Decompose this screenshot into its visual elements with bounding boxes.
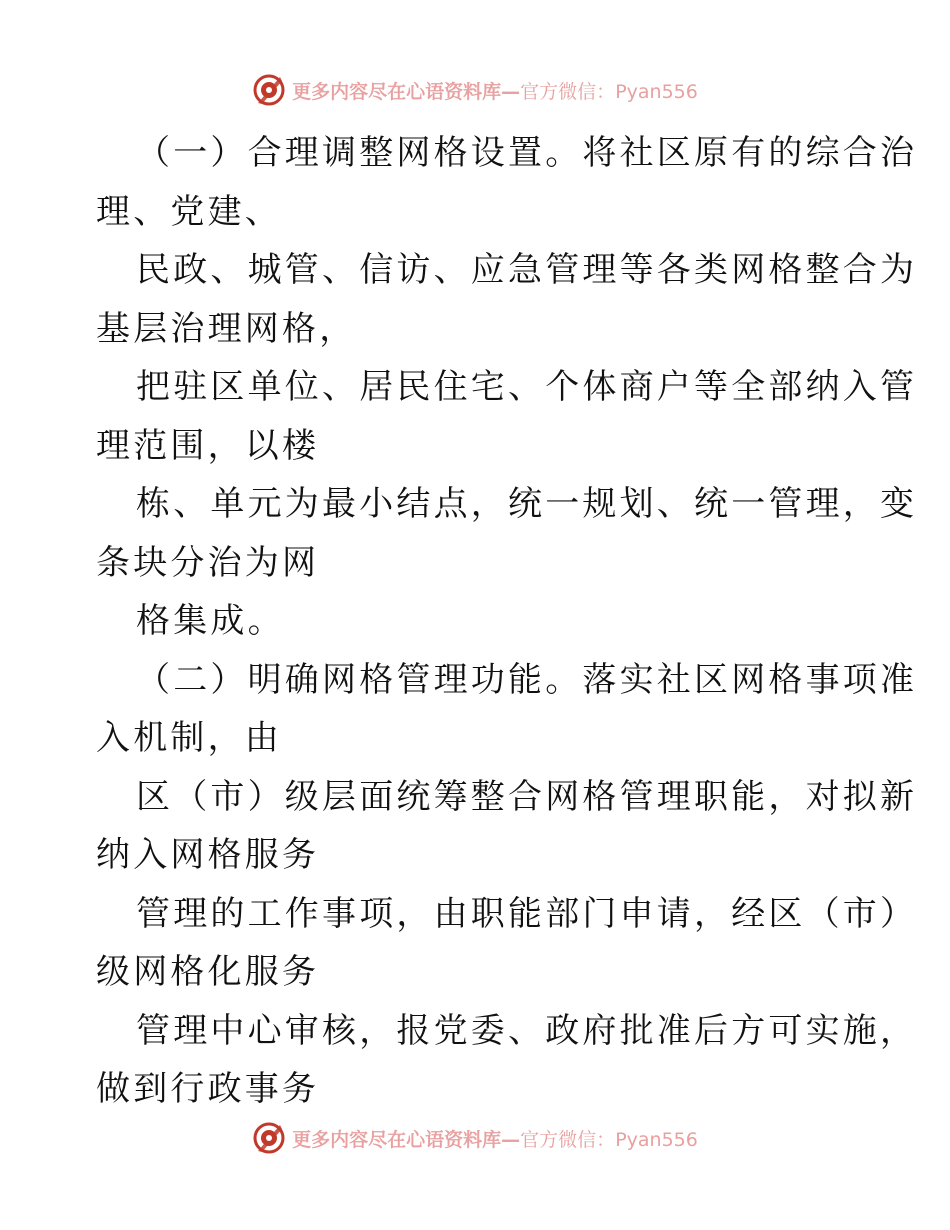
header-watermark-text	[292, 77, 698, 104]
quill-seal-logo-icon	[252, 1121, 286, 1155]
watermark-dash: —	[501, 80, 521, 103]
text-line: 理、党建、	[96, 191, 282, 232]
text-line: （二）明确网格管理功能。落实社区网格事项准	[136, 659, 918, 700]
document-body	[96, 124, 918, 1119]
footer-watermark-banner	[0, 1118, 950, 1158]
text-line: 管理中心审核，报党委、政府批准后方可实施，	[136, 1010, 918, 1051]
text-line: 条块分治为网	[96, 542, 320, 583]
watermark-dash: —	[501, 1128, 521, 1151]
header-watermark-banner	[0, 70, 950, 110]
text-line: 栋、单元为最小结点，统一规划、统一管理，变	[136, 484, 918, 524]
watermark-wechat-label: 官方微信：	[520, 80, 616, 103]
watermark-wechat-label: 官方微信：	[520, 1128, 616, 1151]
watermark-wechat-id: Pyan556	[615, 1128, 698, 1151]
text-line: 纳入网格服务	[96, 835, 320, 875]
text-line: 入机制，由	[96, 718, 282, 758]
text-line: 民政、城管、信访、应急管理等各类网格整合为	[136, 250, 918, 290]
text-line: 基层治理网格，	[96, 308, 357, 349]
text-line: 格集成。	[136, 601, 285, 641]
watermark-main-text: 更多内容尽在心语资料库	[292, 80, 502, 103]
text-line: 管理的工作事项，由职能部门申请，经区（市）	[136, 893, 918, 934]
watermark-main-text: 更多内容尽在心语资料库	[292, 1128, 502, 1151]
quill-seal-logo-icon	[252, 73, 286, 107]
text-line: 理范围，以楼	[96, 425, 320, 466]
text-line: 做到行政事务	[96, 1069, 320, 1109]
text-line: 级网格化服务	[96, 952, 320, 992]
text-line: 区（市）级层面统筹整合网格管理职能，对拟新	[136, 776, 918, 817]
text-line: （一）合理调整网格设置。将社区原有的综合治	[136, 133, 918, 173]
watermark-wechat-id: Pyan556	[615, 80, 698, 103]
text-line: 把驻区单位、居民住宅、个体商户等全部纳入管	[136, 367, 918, 407]
footer-watermark-text	[292, 1125, 698, 1152]
